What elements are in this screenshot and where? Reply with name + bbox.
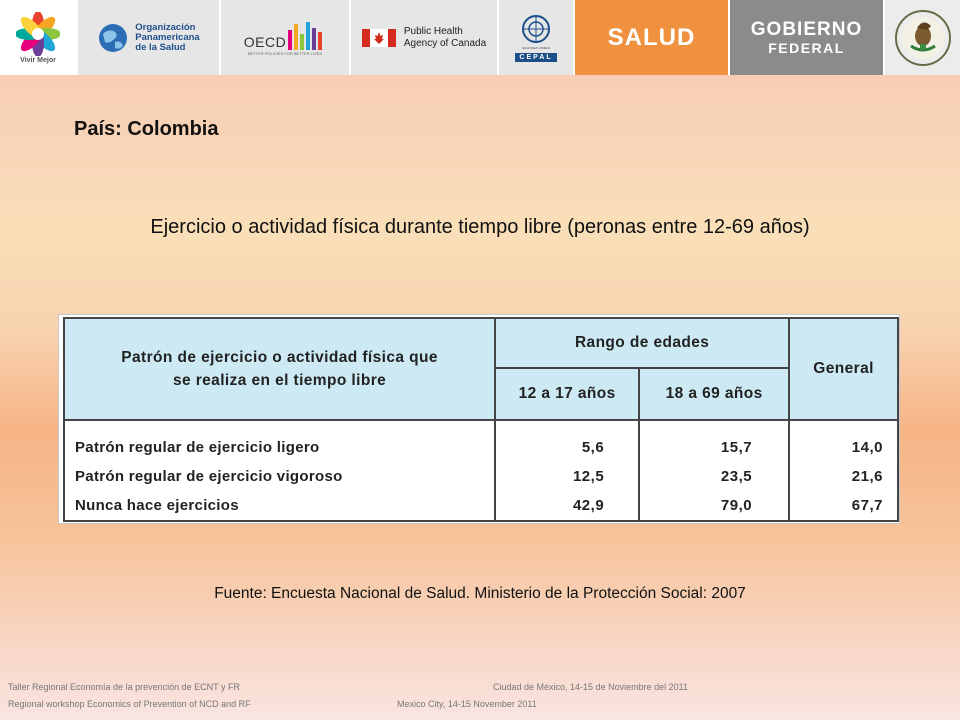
pattern-header: Patrón de ejercicio o actividad física que se realiza en el tiempo libre: [64, 318, 495, 420]
ops-logo: [78, 0, 221, 75]
age-group-header: 12 a 17 años: [495, 368, 639, 420]
footer-workshop-es: Taller Regional Economía de la prevención de ECNT y FR: [8, 682, 240, 692]
footer-date-es: Ciudad de México, 14-15 de Noviembre del 2011: [493, 682, 688, 692]
table-cell-value: 15,7: [720, 439, 753, 456]
table-row-label: Patrón regular de ejercicio ligero: [75, 439, 320, 456]
mexico-seal-logo: [885, 0, 960, 75]
canada-flag-icon: [362, 29, 396, 47]
table-cell-value: 21,6: [851, 468, 883, 485]
table-cell-value: 5,6: [581, 439, 605, 456]
table-cell-value: 42,9: [572, 497, 605, 514]
vivir-mejor-logo: [0, 0, 78, 75]
mexico-coat-of-arms-icon: [893, 8, 953, 68]
phac-logo: [351, 0, 499, 75]
un-caption: NACIONES UNIDAS: [522, 45, 550, 50]
age-group-header: 18 a 69 años: [639, 368, 789, 420]
logo-bar: [0, 0, 960, 75]
footer-date-en: Mexico City, 14-15 November 2011: [397, 699, 537, 709]
table-cell-value: 67,7: [851, 497, 883, 514]
footer-workshop-en: Regional workshop Economics of Prevention of NCD and RF: [8, 699, 251, 709]
oecd-wordmark: OECD: [243, 33, 287, 50]
vivir-mejor-flower-icon: [16, 12, 60, 56]
table-row-label: Patrón regular de ejercicio vigoroso: [75, 468, 343, 485]
oecd-logo: [221, 0, 351, 75]
general-column: [789, 420, 898, 521]
cepal-logo: [499, 0, 575, 75]
slide-subtitle: Ejercicio o actividad física durante tiempo libre (peronas entre 12-69 años): [150, 216, 810, 238]
age-12-17-column: [495, 420, 639, 521]
phac-name: Public Health Agency of Canada: [403, 25, 487, 49]
exercise-table: [63, 317, 899, 522]
oecd-tagline: BETTER POLICIES FOR BETTER LIVES: [247, 50, 323, 56]
cepal-wordmark: CEPAL: [515, 53, 556, 62]
exercise-table-image: [58, 314, 900, 524]
gobierno-wordmark: GOBIERNO: [750, 18, 863, 40]
vivir-mejor-label: Vivir Mejor: [20, 56, 56, 64]
table-cell-value: 79,0: [720, 497, 753, 514]
page-title: País: Colombia: [74, 118, 219, 140]
table-row-label: Nunca hace ejercicios: [75, 497, 239, 514]
source-note: Fuente: Encuesta Nacional de Salud. Ministerio de la Protección Social: 2007: [214, 585, 746, 602]
ops-name: Organización Panamericana de la Salud: [135, 21, 200, 53]
globe-icon: [97, 22, 129, 54]
age-18-69-column: [639, 420, 789, 521]
age-range-header: Rango de edades: [495, 318, 789, 368]
general-header: General: [789, 318, 898, 420]
salud-wordmark: SALUD: [607, 23, 696, 51]
row-labels-column: [64, 420, 495, 521]
federal-wordmark: FEDERAL: [768, 39, 845, 56]
table-cell-value: 12,5: [572, 468, 605, 485]
table-cell-value: 14,0: [851, 439, 883, 456]
table-cell-value: 23,5: [720, 468, 753, 485]
un-emblem-icon: [521, 14, 551, 44]
gobierno-federal-logo: [730, 0, 885, 75]
salud-logo: [575, 0, 730, 75]
oecd-bars-icon: [286, 20, 326, 50]
